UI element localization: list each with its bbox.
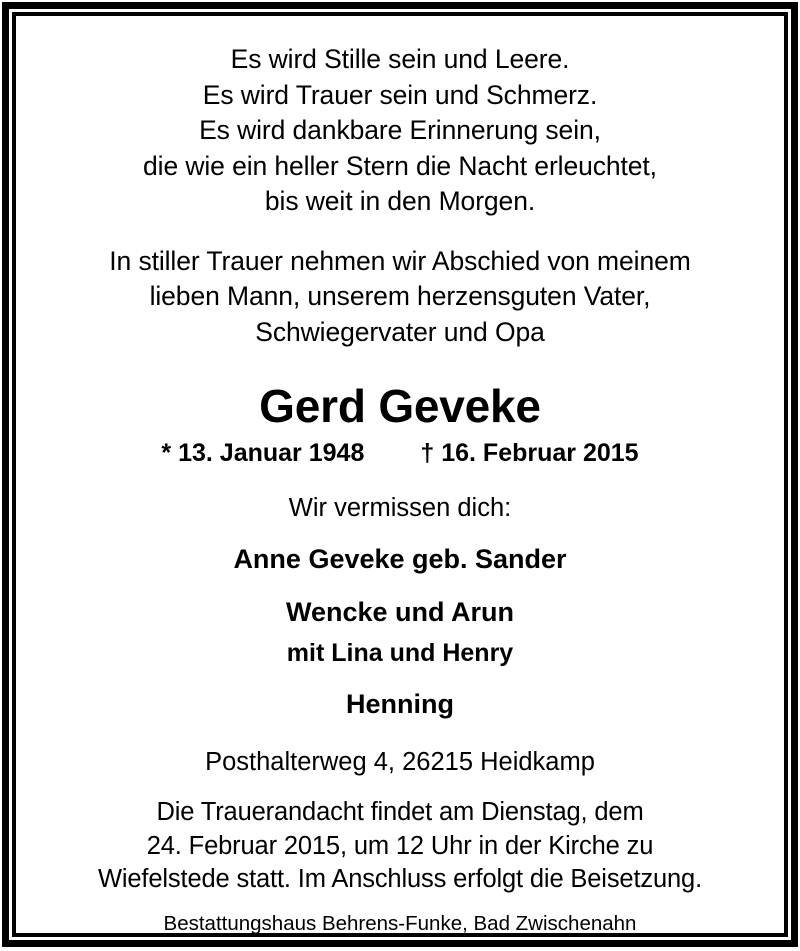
service-line: Die Trauerandacht findet am Dienstag, dem (156, 798, 644, 826)
death-date (420, 438, 638, 468)
survivors-heading: Wir vermissen dich: (288, 494, 512, 522)
border-frame-outer (2, 2, 798, 947)
intro-line: In stiller Trauer nehmen wir Abschied von meinem (109, 245, 691, 276)
poem-line: bis weit in den Morgen. (264, 186, 536, 216)
life-dates (34, 438, 766, 468)
poem-line: Es wird dankbare Erinnerung sein, (199, 115, 601, 145)
memorial-poem (34, 42, 766, 220)
service-line: 24. Februar 2015, um 12 Uhr in der Kirche zu (146, 831, 654, 860)
birth-date (161, 438, 364, 468)
service-details (34, 796, 766, 897)
death-date-value: 16. Februar 2015 (441, 439, 639, 467)
survivor-name: Wencke und Arun (285, 597, 515, 627)
death-cross-icon: † (420, 439, 435, 467)
mourning-intro (34, 244, 766, 351)
birth-date-value: 13. Januar 1948 (178, 439, 365, 467)
border-frame-inner (12, 12, 788, 937)
survivor-name: Henning (346, 689, 454, 719)
survivor-name: Anne Geveke geb. Sander (233, 544, 567, 574)
notice-content (16, 16, 784, 933)
funeral-home: Bestattungshaus Behrens-Funke, Bad Zwischenahn (163, 911, 637, 935)
poem-line: Es wird Stille sein und Leere. (230, 44, 570, 74)
survivor-name: mit Lina und Henry (286, 639, 514, 667)
intro-line: Schwiegervater und Opa (255, 316, 545, 347)
family-address: Posthalterweg 4, 26215 Heidkamp (205, 748, 595, 776)
deceased-name: Gerd Geveke (259, 380, 541, 432)
service-line: Wiefelstede statt. Im Anschluss erfolgt die Beisetzung. (97, 865, 703, 893)
birth-star-icon: * (161, 439, 172, 467)
poem-line: Es wird Trauer sein und Schmerz. (202, 79, 598, 110)
intro-line: lieben Mann, unserem herzensguten Vater, (149, 281, 651, 311)
poem-line: die wie ein heller Stern die Nacht erleuchtet, (143, 150, 657, 181)
